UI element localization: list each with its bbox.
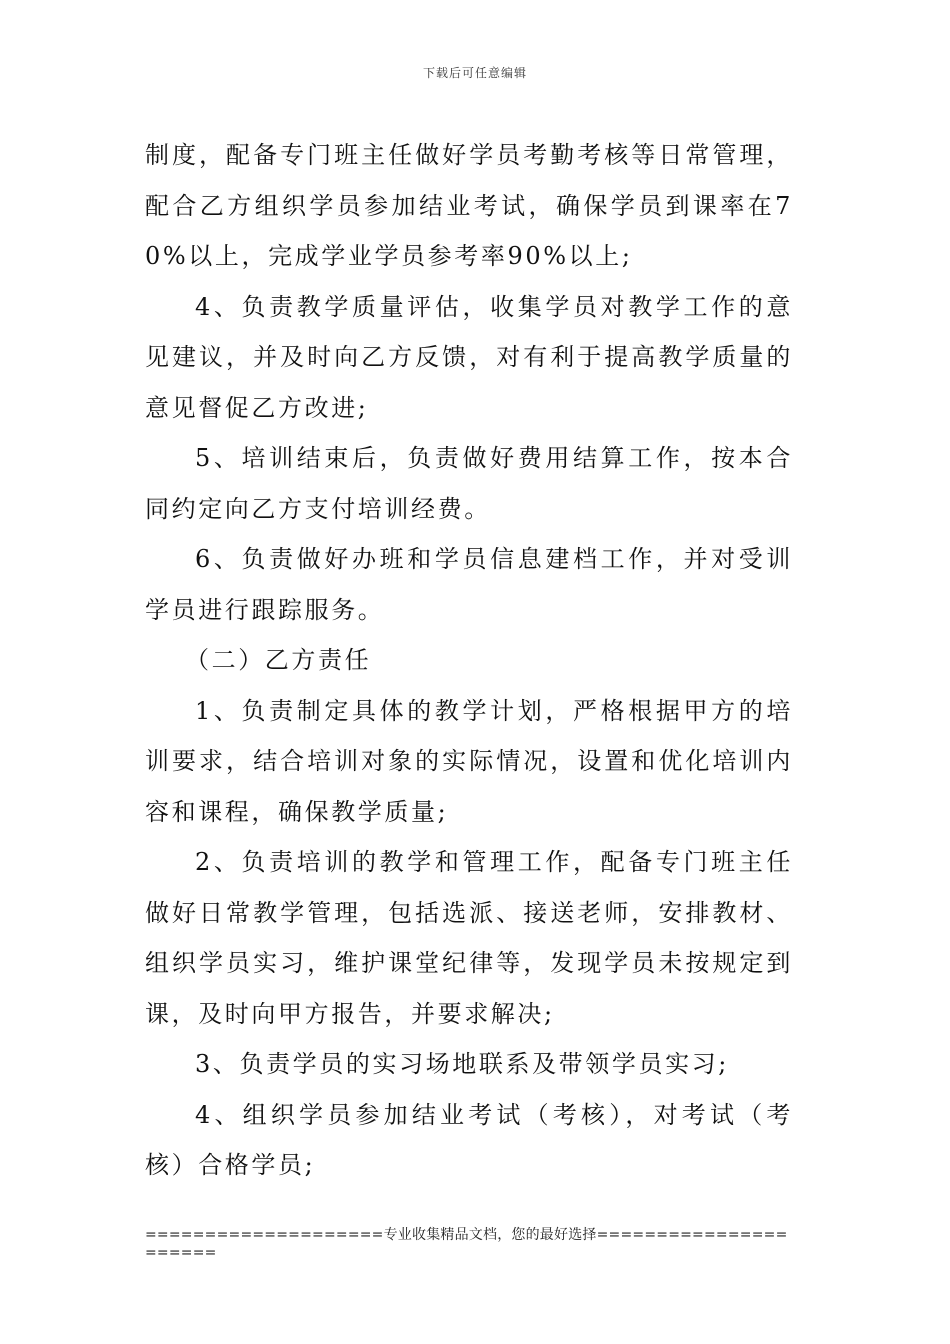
paragraph-item-6: 6、负责做好办班和学员信息建档工作，并对受训学员进行跟踪服务。: [145, 545, 793, 624]
paragraph-item-4: 4、负责教学质量评估，收集学员对教学工作的意见建议，并及时向乙方反馈，对有利于提高教学质量的意见督促乙方改进;: [145, 292, 793, 422]
document-body: [145, 130, 793, 1191]
paragraph-party-b-item-2: 2、负责培训的教学和管理工作，配备专门班主任做好日常教学管理，包括选派、接送老师，安排教材、组织学员实习，维护课堂纪律等，发现学员未按规定到课，及时向甲方报告，并要求解决;: [145, 848, 793, 1028]
paragraph-item-5: 5、培训结束后，负责做好费用结算工作，按本合同约定向乙方支付培训经费。: [145, 444, 793, 523]
paragraph-party-b-item-4: 4、组织学员参加结业考试（考核），对考试（考核）合格学员;: [145, 1100, 793, 1179]
page-header-note: 下载后可任意编辑: [422, 66, 527, 80]
paragraph-continuation: 制度，配备专门班主任做好学员考勤考核等日常管理，配合乙方组织学员参加结业考试，确保学员到课率在70%以上，完成学业学员参考率90%以上;: [145, 141, 793, 270]
page-footer-note: ====================专业收集精品文档，您的最好选择======================: [145, 1227, 788, 1261]
section-heading: （二）乙方责任: [185, 646, 372, 674]
paragraph-party-b-item-3: 3、负责学员的实习场地联系及带领学员实习;: [195, 1050, 729, 1078]
paragraph-party-b-item-1: 1、负责制定具体的教学计划，严格根据甲方的培训要求，结合培训对象的实际情况，设置和优化培训内容和课程，确保教学质量;: [145, 696, 793, 826]
